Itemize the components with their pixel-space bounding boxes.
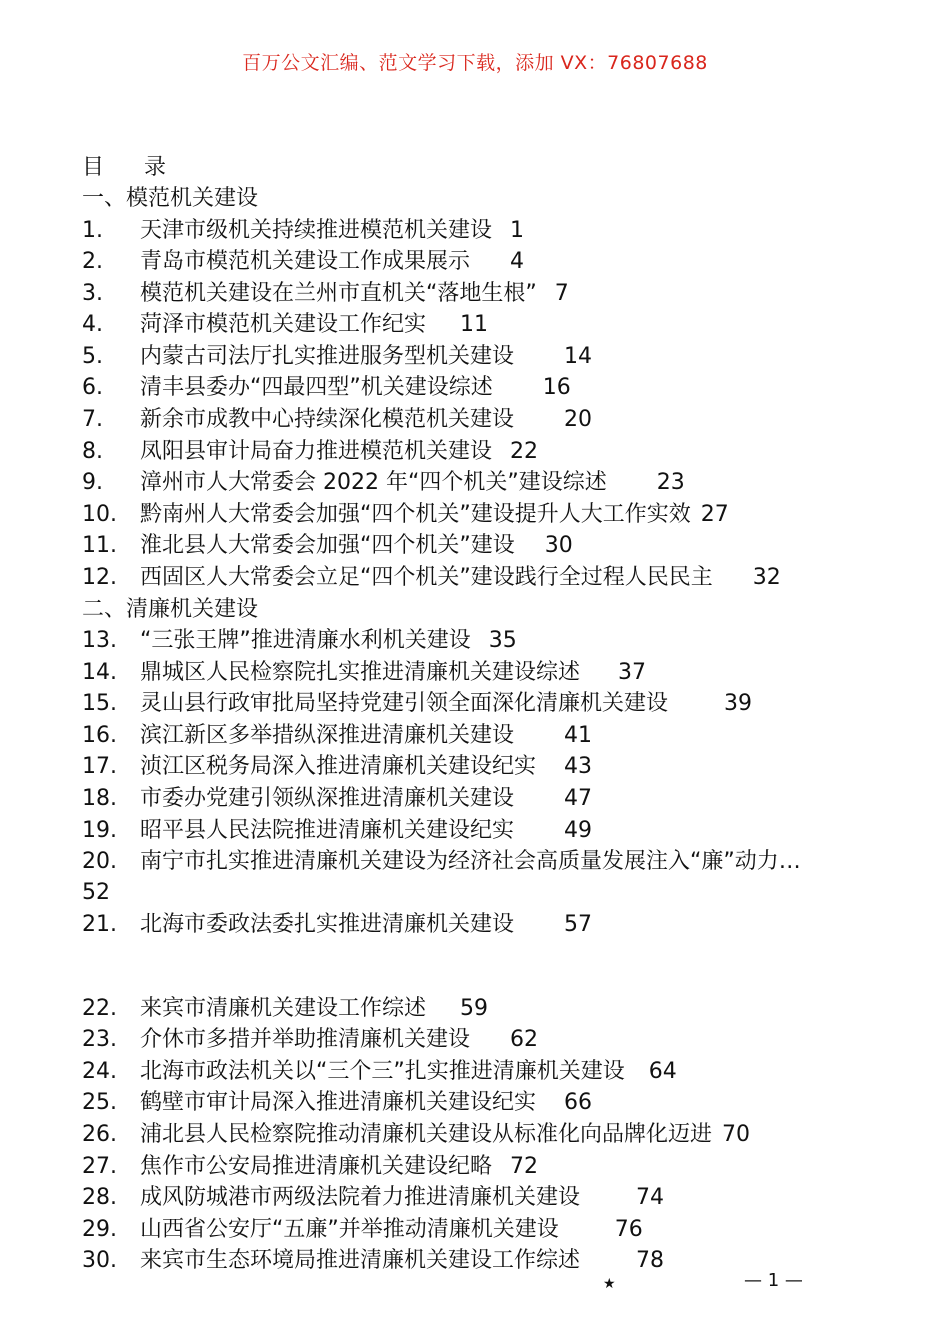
entry-page: 74 <box>636 1185 665 1210</box>
toc-entry <box>82 404 592 435</box>
entry-title: 菏泽市模范机关建设工作纪实 <box>140 312 427 337</box>
entry-number: 18. <box>82 786 117 811</box>
toc-entry <box>82 436 538 467</box>
entry-number: 2. <box>82 249 103 274</box>
entry-title: 黔南州人大常委会加强“四个机关”建设提升人大工作实效 <box>140 502 691 527</box>
entry-title: 焦作市公安局推进清廉机关建设纪略 <box>140 1154 493 1179</box>
entry-page: 64 <box>648 1059 677 1084</box>
entry-number: 24. <box>82 1059 117 1084</box>
entry-page: 22 <box>510 439 539 464</box>
entry-number: 21. <box>82 912 117 937</box>
entry-number: 19. <box>82 818 117 843</box>
entry-page: 20 <box>564 407 593 432</box>
entry-title: 南宁市扎实推进清廉机关建设为经济社会高质量发展注入“廉”动力… <box>140 849 801 874</box>
entry-title: 青岛市模范机关建设工作成果展示 <box>140 249 471 274</box>
toc-entry <box>82 246 524 277</box>
entry-page: 76 <box>614 1217 643 1242</box>
toc-entry <box>82 1214 643 1245</box>
entry-title: 凤阳县审计局奋力推进模范机关建设 <box>140 439 493 464</box>
entry-page: 37 <box>618 660 647 685</box>
entry-title: 浈江区税务局深入推进清廉机关建设纪实 <box>140 754 537 779</box>
entry-number: 13. <box>82 628 117 653</box>
entry-number: 12. <box>82 565 117 590</box>
entry-page: 16 <box>542 375 571 400</box>
entry-number: 15. <box>82 691 117 716</box>
entry-title: 灵山县行政审批局坚持党建引领全面深化清廉机关建设 <box>140 691 669 716</box>
entry-page: 62 <box>510 1027 539 1052</box>
entry-number: 6. <box>82 375 103 400</box>
section-heading: 一、模范机关建设 <box>82 186 259 211</box>
toc-entry <box>82 1056 677 1087</box>
entry-page: 14 <box>564 344 593 369</box>
entry-number: 7. <box>82 407 103 432</box>
entry-title: 西固区人大常委会立足“四个机关”建设践行全过程人民民主 <box>140 565 713 590</box>
toc-entry <box>82 657 646 688</box>
entry-number: 23. <box>82 1027 117 1052</box>
toc-entry <box>82 1182 664 1213</box>
entry-page: 27 <box>700 502 729 527</box>
toc-title-char-2: 录 <box>144 155 167 180</box>
entry-title: 滨江新区多举措纵深推进清廉机关建设 <box>140 723 515 748</box>
toc-entry <box>82 1151 538 1182</box>
entry-title: 北海市委政法委扎实推进清廉机关建设 <box>140 912 515 937</box>
entry-title: 漳州市人大常委会 2022 年“四个机关”建设综述 <box>140 470 607 495</box>
toc-entry <box>82 1119 750 1150</box>
entry-page: 11 <box>460 312 489 337</box>
entry-page: 32 <box>752 565 781 590</box>
entry-title: 山西省公安厅“五廉”并举推动清廉机关建设 <box>140 1217 559 1242</box>
entry-title: 模范机关建设在兰州市直机关“落地生根” <box>140 281 537 306</box>
entry-page: 30 <box>544 533 573 558</box>
entry-number: 3. <box>82 281 103 306</box>
toc-entry <box>82 625 517 656</box>
entry-title: 淮北县人大常委会加强“四个机关”建设 <box>140 533 515 558</box>
toc-entry <box>82 720 592 751</box>
entry-number: 11. <box>82 533 117 558</box>
toc-entry <box>82 1245 664 1276</box>
entry-title: 成风防城港市两级法院着力推进清廉机关建设 <box>140 1185 581 1210</box>
entry-number: 8. <box>82 439 103 464</box>
entry-title: 来宾市清廉机关建设工作综述 <box>140 996 427 1021</box>
toc-entry <box>82 372 571 403</box>
toc-entry <box>82 499 729 530</box>
entry-number: 26. <box>82 1122 117 1147</box>
entry-number: 1. <box>82 218 103 243</box>
entry-title: 内蒙古司法厅扎实推进服务型机关建设 <box>140 344 515 369</box>
entry-page: 66 <box>564 1090 593 1115</box>
entry-title: 市委办党建引领纵深推进清廉机关建设 <box>140 786 515 811</box>
entry-title: 浦北县人民检察院推动清廉机关建设从标准化向品牌化迈进 <box>140 1122 713 1147</box>
entry-number: 20. <box>82 849 117 874</box>
entry-page: 49 <box>564 818 593 843</box>
entry-title: 北海市政法机关以“三个三”扎实推进清廉机关建设 <box>140 1059 625 1084</box>
entry-number: 9. <box>82 470 103 495</box>
entry-page: 41 <box>564 723 593 748</box>
entry-page: 72 <box>510 1154 539 1179</box>
entry-page: 52 <box>82 880 110 905</box>
entry-number: 30. <box>82 1248 117 1273</box>
toc-entry <box>82 215 524 246</box>
toc-entry <box>82 562 781 593</box>
entry-number: 28. <box>82 1185 117 1210</box>
entry-number: 27. <box>82 1154 117 1179</box>
entry-page: 47 <box>564 786 593 811</box>
entry-page: 78 <box>636 1248 665 1273</box>
toc-entry <box>82 309 488 340</box>
entry-page: 23 <box>656 470 685 495</box>
entry-title: 鼎城区人民检察院扎实推进清廉机关建设综述 <box>140 660 581 685</box>
entry-page: 4 <box>510 249 525 274</box>
toc-entry <box>82 688 752 719</box>
entry-page: 59 <box>460 996 489 1021</box>
toc-entry <box>82 751 592 782</box>
entry-title: 天津市级机关持续推进模范机关建设 <box>140 218 493 243</box>
toc-entry <box>82 530 573 561</box>
entry-page: 57 <box>564 912 593 937</box>
toc-title <box>82 150 166 181</box>
entry-title: 清丰县委办“四最四型”机关建设综述 <box>140 375 493 400</box>
entry-title: 来宾市生态环境局推进清廉机关建设工作综述 <box>140 1248 581 1273</box>
entry-number: 29. <box>82 1217 117 1242</box>
toc-entry <box>82 1087 592 1118</box>
entry-title: 新余市成教中心持续深化模范机关建设 <box>140 407 515 432</box>
entry-page: 39 <box>724 691 753 716</box>
entry-page: 43 <box>564 754 593 779</box>
toc-entry <box>82 1024 538 1055</box>
toc-entry <box>82 341 592 372</box>
entry-page: 35 <box>488 628 517 653</box>
entry-number: 17. <box>82 754 117 779</box>
toc-entry <box>82 909 592 940</box>
entry-title: 鹤壁市审计局深入推进清廉机关建设纪实 <box>140 1090 537 1115</box>
entry-number: 14. <box>82 660 117 685</box>
entry-page: 70 <box>722 1122 751 1147</box>
toc-entry <box>82 993 488 1024</box>
toc-entry <box>82 467 685 498</box>
entry-number: 5. <box>82 344 103 369</box>
entry-number: 16. <box>82 723 117 748</box>
entry-number: 10. <box>82 502 117 527</box>
toc-title-char-1: 目 <box>82 155 105 180</box>
header-banner: 百万公文汇编、范文学习下载，添加 VX：76807688 <box>242 52 708 74</box>
entry-page: 7 <box>554 281 569 306</box>
entry-page: 1 <box>510 218 525 243</box>
entry-title: 介休市多措并举助推清廉机关建设 <box>140 1027 471 1052</box>
toc-entry <box>82 783 592 814</box>
page-number: — 1 — <box>744 1270 803 1291</box>
toc-entry <box>82 278 569 309</box>
entry-title: “三张王牌”推进清廉水利机关建设 <box>140 628 471 653</box>
section-heading: 二、清廉机关建设 <box>82 597 259 622</box>
entry-number: 4. <box>82 312 103 337</box>
toc-entry <box>82 846 801 905</box>
toc-entry <box>82 815 592 846</box>
star-icon: ★ <box>603 1276 616 1292</box>
entry-number: 22. <box>82 996 117 1021</box>
entry-number: 25. <box>82 1090 117 1115</box>
entry-title: 昭平县人民法院推进清廉机关建设纪实 <box>140 818 515 843</box>
